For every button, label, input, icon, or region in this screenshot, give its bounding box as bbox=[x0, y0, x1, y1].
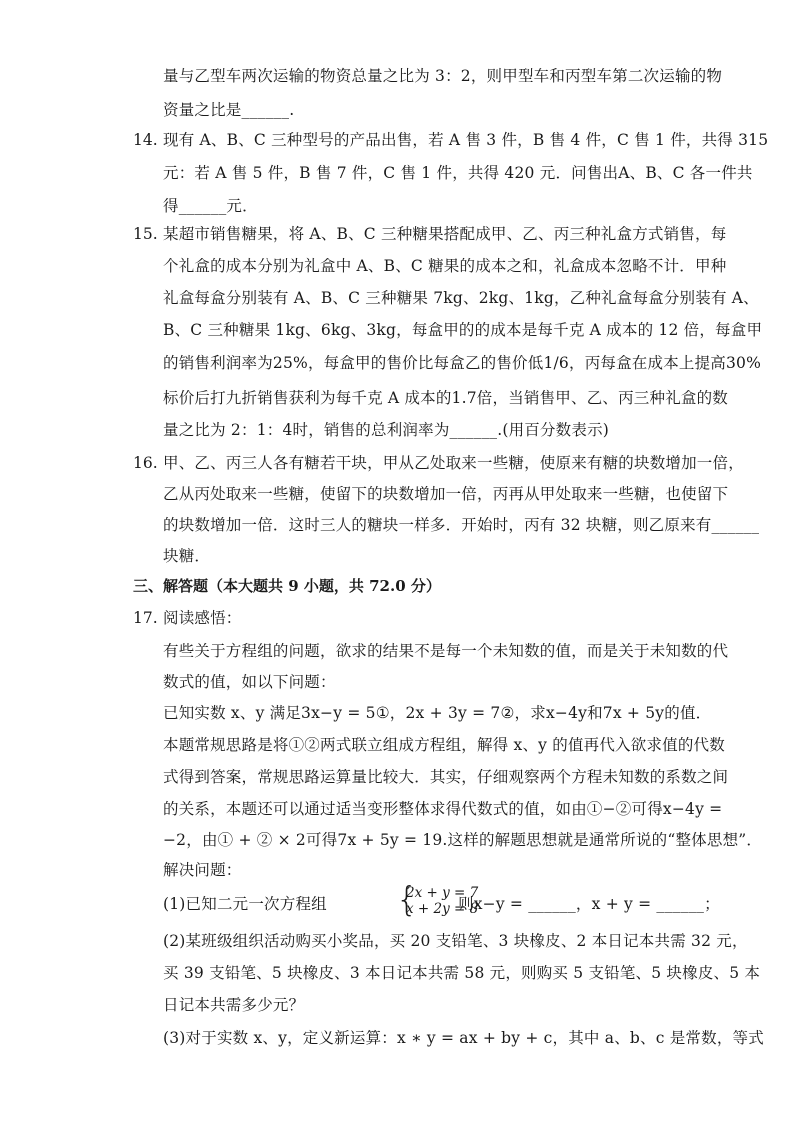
q17-sub2-line-3: 日记本共需多少元？ bbox=[163, 996, 305, 1014]
q13-line-1: 量与乙型车两次运输的物资总量之比为 3：2，则甲型车和丙型车第二次运输的物 bbox=[163, 67, 723, 85]
q17-line-5: 式得到答案，常规思路运算量比较大．其实，仔细观察两个方程未知数的系数之间 bbox=[163, 768, 729, 786]
q15-line-3: 礼盒每盒分别装有 A、B、C 三种糖果 7kg、2kg、1kg，乙种礼盒每盒分别装有 A、 bbox=[163, 289, 759, 307]
q17-line-8: 解决问题： bbox=[163, 861, 242, 879]
q17-line-4: 本题常规思路是将①②两式联立组成方程组，解得 x、y 的值再代入欲求值的代数 bbox=[163, 736, 725, 754]
q17-sub3-line: (3)对于实数 x、y，定义新运算：x ∗ y = ax + by + c，其中 a、b、c 是常数，等式 bbox=[163, 1029, 764, 1047]
q16-line-4: 块糖． bbox=[163, 547, 211, 565]
q14-line-1: 现有 A、B、C 三种型号的产品出售，若 A 售 3 件，B 售 4 件，C 售 1 件，共得 315 bbox=[163, 131, 769, 149]
q15-line-4: B、C 三种糖果 1kg、6kg、3kg，每盒甲的的成本是每千克 A 成本的 12 倍，每盒甲 bbox=[163, 321, 763, 339]
equation-system bbox=[396, 880, 479, 920]
q15-line-6: 标价后打九折销售获利为每千克 A 成本的1.7倍，当销售甲、乙、丙三种礼盒的数 bbox=[163, 389, 729, 407]
q17-line-6: 的关系，本题还可以通过适当变形整体求得代数式的值，如由①−②可得x−4y = bbox=[163, 800, 723, 818]
q16-line-2: 乙从丙处取来一些糖，使留下的块数增加一倍，丙再从甲处取来一些糖，也使留下 bbox=[163, 485, 729, 503]
q15-line-5: 的销售利润率为25%，每盒甲的售价比每盒乙的售价低1/6，丙每盒在成本上提高30% bbox=[163, 354, 762, 372]
q17-line-2: 数式的值，如以下问题： bbox=[163, 673, 336, 691]
equation-2: x + 2y = 8 bbox=[406, 901, 479, 917]
q15-number: 15. bbox=[133, 225, 158, 243]
q17-number: 17. bbox=[133, 609, 158, 627]
q17-line-1: 有些关于方程组的问题，欲求的结果不是每一个未知数的值，而是关于未知数的代 bbox=[163, 642, 729, 660]
q15-line-1: 某超市销售糖果，将 A、B、C 三种糖果搭配成甲、乙、丙三种礼盒方式销售，每 bbox=[163, 225, 727, 243]
q17-line-3: 已知实数 x、y 满足3x−y = 5①，2x + 3y = 7②，求x−4y和7x + 5y的值． bbox=[163, 704, 712, 722]
q17-sub2-line-1: (2)某班级组织活动购买小奖品，买 20 支铅笔、3 块橡皮、2 本日记本共需 32 元， bbox=[163, 932, 748, 950]
q16-line-3: 的块数增加一倍．这时三人的糖块一样多．开始时，丙有 32 块糖，则乙原来有______ bbox=[163, 516, 760, 534]
equation-1: 2x + y = 7 bbox=[406, 885, 479, 901]
q16-line-1: 甲、乙、丙三人各有糖若干块，甲从乙处取来一些糖，使原来有糖的块数增加一倍， bbox=[163, 454, 744, 472]
q17-line-7: −2，由① + ② × 2可得7x + 5y = 19.这样的解题思想就是通常所说的“整体思想”． bbox=[163, 831, 763, 849]
brace-icon: { bbox=[396, 880, 418, 920]
q17-sub1-prefix: (1)已知二元一次方程组 bbox=[163, 895, 327, 913]
q15-line-7: 量之比为 2：1：4时，销售的总利润率为______.(用百分数表示) bbox=[163, 421, 610, 439]
q14-line-2: 元：若 A 售 5 件，B 售 7 件，C 售 1 件，共得 420 元．问售出A、B、C 各一件共 bbox=[163, 164, 753, 182]
q17-sub1-suffix: 则x−y = ______，x + y = ______； bbox=[458, 895, 720, 913]
q15-line-2: 个礼盒的成本分别为礼盒中 A、B、C 糖果的成本之和，礼盒成本忽略不计．甲种 bbox=[163, 257, 727, 275]
q14-line-3: 得______元． bbox=[163, 197, 258, 215]
q14-number: 14. bbox=[133, 131, 158, 149]
q16-number: 16. bbox=[133, 454, 158, 472]
q17-title: 阅读感悟： bbox=[163, 609, 242, 627]
q17-sub2-line-2: 买 39 支铅笔、5 块橡皮、3 本日记本共需 58 元，则购买 5 支铅笔、5 块橡皮、5 本 bbox=[163, 964, 761, 982]
section-header: 三、解答题（本大题共 9 小题，共 72.0 分） bbox=[133, 577, 441, 595]
q13-line-2: 资量之比是______. bbox=[163, 101, 295, 119]
